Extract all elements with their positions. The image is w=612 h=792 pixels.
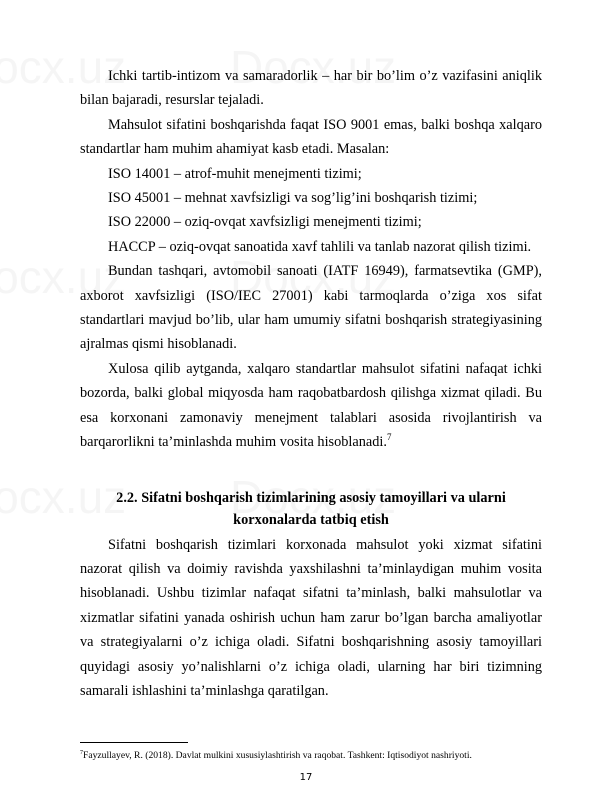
list-item: ISO 22000 – oziq-ovqat xavfsizligi menejmenti tizimi; [108, 214, 422, 231]
page-number: 17 [299, 772, 313, 783]
paragraph-with-footnote [80, 357, 542, 455]
list-item: ISO 45001 – mehnat xavfsizligi va sog’lig’ini boshqarish tizimi; [108, 190, 478, 207]
paragraph: Ichki tartib-intizom va samaradorlik – har bir bo’lim o’z vazifasini aniqlik bilan bajaradi, resurslar tejaladi. [80, 68, 542, 109]
paragraph: Bundan tashqari, avtomobil sanoati (IATF 16949), farmatsevtika (GMP), axborot xavfsizligi (ISO/IEC 27001) kabi tarmoqlarda o’ziga xos sifat standartlari mavjud bo’lib, ular ham umumiy sifatni boshqarish strategiyasining ajralmas qismi hisoblanadi. [80, 263, 542, 353]
footnote-separator [80, 742, 188, 743]
paragraph: Mahsulot sifatini boshqarishda faqat ISO 9001 emas, balki boshqa xalqaro standartlar ham muhim ahamiyat kasb etadi. Masalan: [80, 116, 542, 158]
list-item: HACCP – oziq-ovqat sanoatida xavf tahlili va tanlab nazorat qilish tizimi. [108, 238, 532, 255]
paragraph: Sifatni boshqarish tizimlari korxonada mahsulot yoki xizmat sifatini nazorat qilish va doimiy ravishda yaxshilashni ta’minlaydigan muhim vosita hisoblanadi. Ushbu tizimlar nafaqat sifatni ta’minlash, balki mahsulotlar va xizmatlar sifatini yanada oshirish uchun ham zarur bo’lgan barcha amaliyotlar va strategiyalarni o’z ichiga oladi. Sifatni boshqarishning asosiy tamoyillari quyidagi asosiy yo’nalishlarni o’z ichiga oladi, ularning har biri tizimning samarali ishlashini ta’minlashga qaratilgan. [80, 536, 542, 699]
footnote [80, 750, 472, 761]
paragraph-text: Xulosa qilib aytganda, xalqaro standartlar mahsulot sifatini nafaqat ichki bozorda, balki global miqyosda ham raqobatbardosh qilishga xizmat qiladi. Bu esa korxonani zamonaviy menejment talablari asosida rivojlantirish va barqarorlikni ta’minlashda muhim vosita hisoblanadi. [80, 360, 542, 451]
list-item: ISO 14001 – atrof-muhit menejmenti tizimi; [108, 165, 362, 182]
section-heading: 2.2. Sifatni boshqarish tizimlarining asosiy tamoyillari va ularni korxonalarda tatbiq etish [116, 489, 506, 528]
footnote-reference[interactable]: 7 [386, 432, 392, 443]
footnote-number: 7 [80, 749, 83, 756]
page-body [80, 64, 542, 703]
footnote-text: Fayzullayev, R. (2018). Davlat mulkini xususiylashtirish va raqobat. Tashkent: Iqtisodiyot nashriyoti. [83, 750, 472, 761]
